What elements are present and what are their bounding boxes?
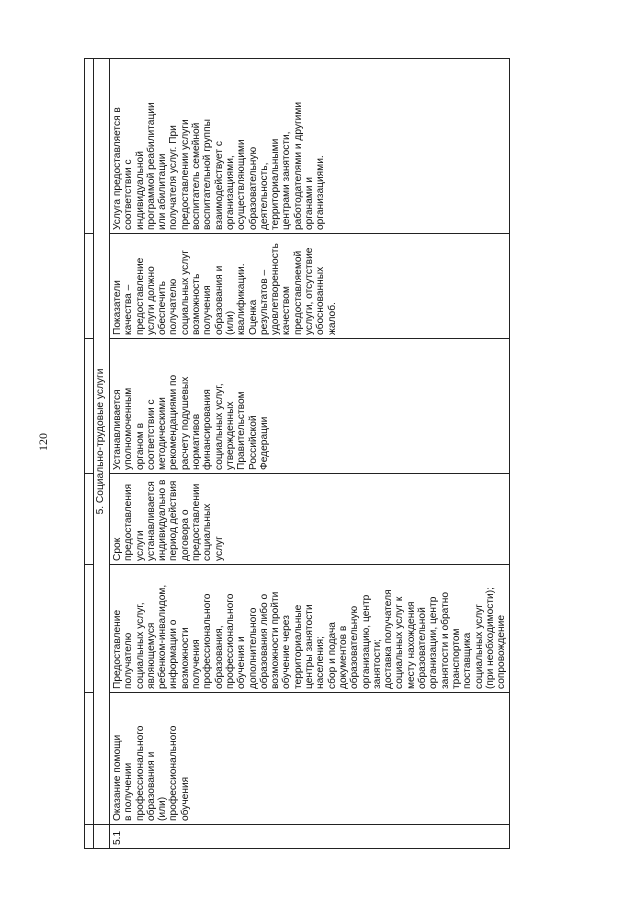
header-cell <box>85 825 94 849</box>
header-cell <box>85 693 94 825</box>
header-cell <box>85 234 94 339</box>
service-conditions: Услуга предоставляется в соответствии с индивидуальной программой реабилитации или абилитации получателя услуг. При предоставлении услуги воспитатель семейной воспитательной группы взаимодействует с организациями, осуществляющими образовательную деятельность, территориальными центрами занятости, работодателями и другими органами и организациями. <box>110 59 510 234</box>
service-quality: Показатели качества – предоставление услуги должно обеспечить получателю социальных услуг возможность получения образования и (или) квалификации. Оценка результатов – удовлетворенность качеством предоставляемой услуги, отсутствие обоснованных жалоб. <box>110 234 510 339</box>
services-table <box>84 58 510 849</box>
table-header-edge-row <box>85 59 94 849</box>
section-title: 5. Социально-трудовые услуги <box>94 59 110 825</box>
rotated-table-container <box>84 59 508 849</box>
section-number-cell <box>94 825 110 849</box>
service-number: 5.1 <box>110 825 510 849</box>
page-number: 120 <box>36 433 50 451</box>
header-cell <box>85 474 94 565</box>
service-term: Срок предоставления услуги устанавливается индивидуально в период действия договора о предоставлении социальных услуг <box>110 474 510 565</box>
section-row <box>94 59 110 849</box>
header-cell <box>85 59 94 234</box>
header-cell <box>85 565 94 693</box>
header-cell <box>85 339 94 474</box>
service-cost: Устанавливается уполномоченным органом в соответствии с методическими рекомендациями по расчету подушевых нормативов финансирования социальных услуг, утвержденных Правительством Российской Федерации <box>110 339 510 474</box>
table-row <box>110 59 510 849</box>
service-name: Оказание помощи в получении профессионального образования и (или) профессионального обучения <box>110 693 510 825</box>
service-description: Предоставление получателю социальных услуг, являющемуся ребенком-инвалидом, информации о возможности получения профессионального образования, профессионального обучения и дополнительного образования либо о возможности пройти обучение через территориальные центры занятости населения; сбор и подача документов в образовательную организацию, центр занятости; доставка получателя социальных услуг к месту нахождения образовательной организации, центр занятости и обратно транспортом поставщика социальных услуг (при необходимости); сопровождение <box>110 565 510 693</box>
